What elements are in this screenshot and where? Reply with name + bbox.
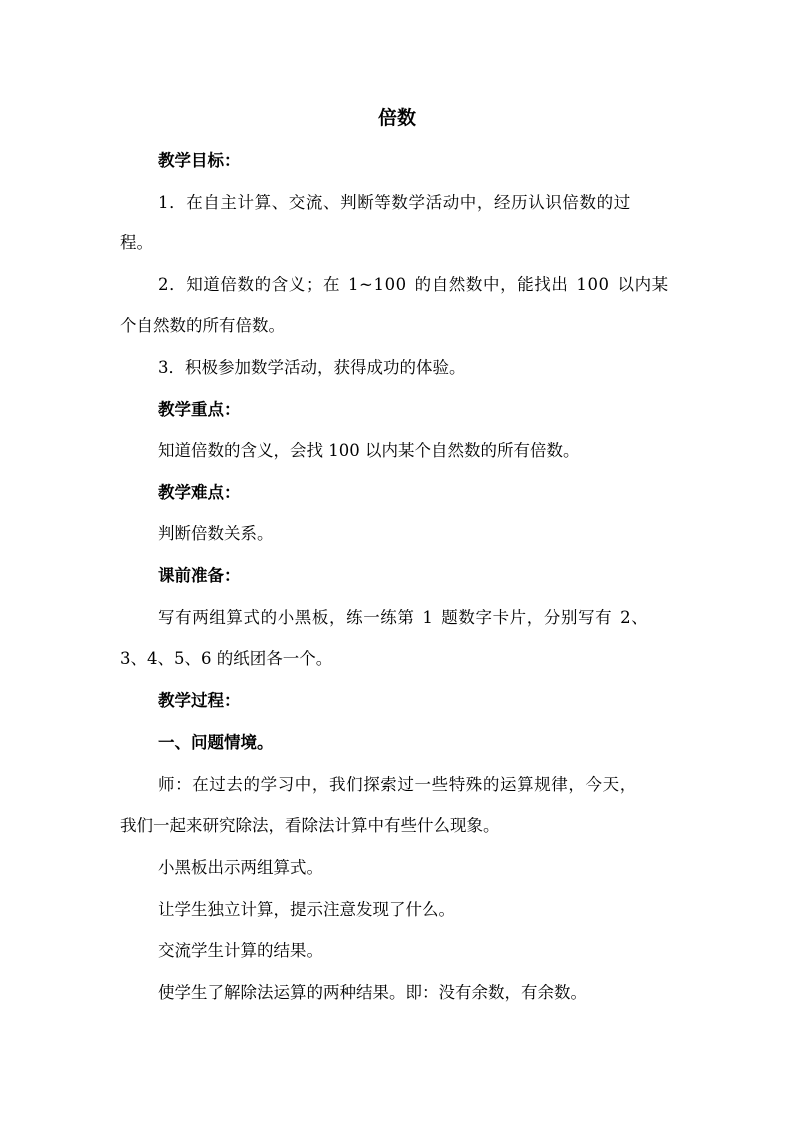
result-text: 使学生了解除法运算的两种结果。即：没有余数，有余数。	[158, 983, 587, 1002]
difficulty-text: 判断倍数关系。	[158, 524, 274, 543]
key-heading: 教学重点：	[158, 400, 241, 419]
goal-3: 3．积极参加数学活动，获得成功的体验。	[158, 358, 466, 377]
teacher-line-1: 师：在过去的学习中，我们探索过一些特殊的运算规律，今天，	[158, 775, 637, 794]
goal-2-line-2: 个自然数的所有倍数。	[120, 316, 285, 335]
prep-line-2: 3、4、5、6 的纸团各一个。	[120, 649, 333, 668]
goal-1-line-2: 程。	[120, 233, 153, 252]
exchange-text: 交流学生计算的结果。	[158, 941, 323, 960]
goal-1-line-1: 1．在自主计算、交流、判断等数学活动中，经历认识倍数的过	[158, 193, 631, 212]
prep-heading: 课前准备：	[158, 566, 241, 585]
process-heading: 教学过程：	[158, 691, 241, 710]
goals-heading: 教学目标：	[158, 151, 241, 170]
page-title: 倍数	[377, 107, 416, 129]
key-text: 知道倍数的含义，会找 100 以内某个自然数的所有倍数。	[158, 441, 580, 460]
goal-2-line-1: 2．知道倍数的含义；在 1~100 的自然数中，能找出 100 以内某	[158, 275, 669, 294]
difficulty-heading: 教学难点：	[158, 483, 241, 502]
independent-text: 让学生独立计算，提示注意发现了什么。	[158, 900, 455, 919]
teacher-line-2: 我们一起来研究除法，看除法计算中有些什么现象。	[120, 816, 500, 835]
blackboard-text: 小黑板出示两组算式。	[158, 858, 323, 877]
prep-line-1: 写有两组算式的小黑板，练一练第 1 题数字卡片，分别写有 2、	[158, 608, 649, 627]
part-1-heading: 一、问题情境。	[158, 733, 274, 752]
